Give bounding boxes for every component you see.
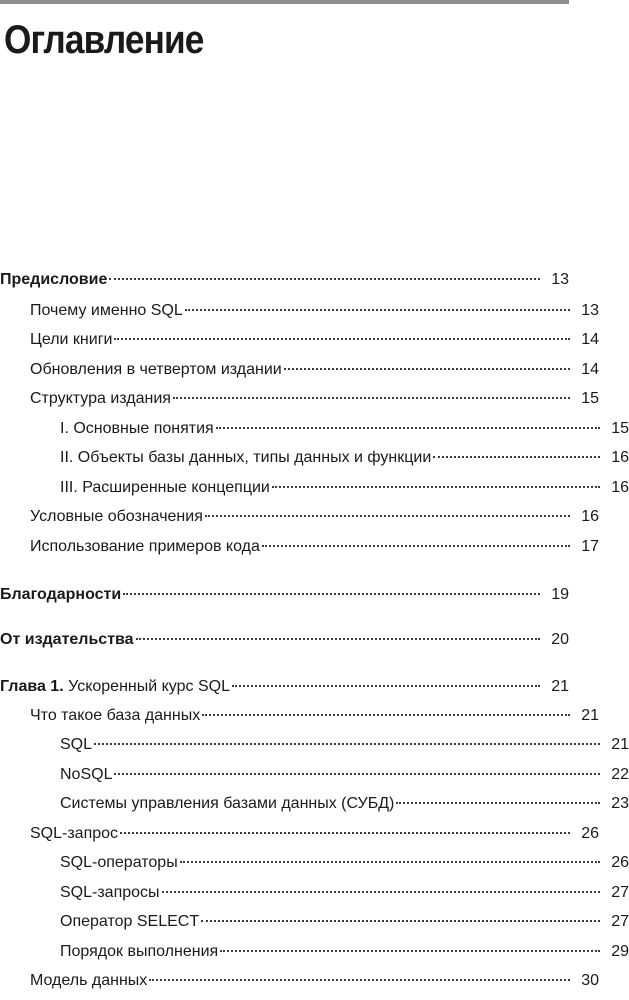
toc-entry[interactable] — [0, 850, 629, 876]
toc-page-number: 26 — [611, 854, 629, 871]
toc-entry[interactable] — [0, 504, 599, 530]
toc-page-number: 13 — [581, 302, 599, 319]
toc-entry[interactable] — [0, 416, 629, 442]
toc-entry[interactable] — [0, 386, 599, 412]
toc-entry-text: Цели книги — [30, 331, 113, 348]
toc-entry-title — [0, 582, 121, 608]
dot-leader — [272, 485, 600, 488]
toc-entry-title — [30, 968, 147, 994]
toc-entry-bold: От издательства — [0, 631, 134, 648]
toc-page-number: 27 — [611, 884, 629, 901]
dot-leader — [185, 308, 570, 311]
dot-leader — [396, 801, 600, 804]
toc-entry-text: Системы управления базами данных (СУБД) — [60, 795, 395, 812]
toc-entry-title — [30, 298, 183, 324]
toc-entry-text: SQL-запросы — [60, 884, 160, 901]
dot-leader — [120, 831, 570, 834]
dot-leader — [162, 890, 600, 893]
dot-leader — [173, 396, 570, 399]
toc-entry-title — [30, 357, 282, 383]
dot-leader — [109, 277, 540, 280]
toc-entry-title — [0, 674, 230, 700]
dot-leader — [220, 949, 600, 952]
toc-entry-text: III. Расширенные концепции — [60, 479, 270, 496]
toc-entry[interactable] — [0, 445, 629, 471]
toc-entry-title — [0, 267, 107, 293]
toc-entry[interactable] — [0, 909, 629, 935]
dot-leader — [284, 367, 570, 370]
page-title: Оглавление — [4, 18, 204, 62]
toc-entry[interactable] — [0, 968, 599, 994]
dot-leader — [201, 919, 600, 922]
toc-entry-title — [60, 445, 431, 471]
toc-entry[interactable] — [0, 298, 599, 324]
toc-entry-text: NoSQL — [60, 766, 113, 783]
toc-page-number: 23 — [611, 795, 629, 812]
toc-page-number: 14 — [581, 331, 599, 348]
toc-page-number: 20 — [551, 631, 569, 648]
toc-entry-bold: Благодарности — [0, 586, 122, 603]
dot-leader — [123, 592, 540, 595]
toc-entry-text: I. Основные понятия — [60, 420, 214, 437]
toc-entry[interactable] — [0, 732, 629, 758]
dot-leader — [94, 742, 600, 745]
toc-entry[interactable] — [0, 327, 599, 353]
dot-leader — [149, 978, 570, 981]
toc-page-number: 16 — [611, 449, 629, 466]
toc-entry-title — [0, 627, 134, 653]
dot-leader — [262, 544, 570, 547]
dot-leader — [205, 514, 570, 517]
dot-leader — [433, 455, 600, 458]
toc-entry[interactable] — [0, 582, 569, 608]
toc-page-number: 26 — [581, 825, 599, 842]
toc-entry-text: II. Объекты базы данных, типы данных и функции — [60, 449, 432, 466]
toc-entry-text: SQL-операторы — [60, 854, 178, 871]
toc-page-number: 21 — [551, 678, 569, 695]
toc-entry[interactable] — [0, 357, 599, 383]
toc-entry-text: Ускоренный курс SQL — [63, 678, 230, 695]
toc-entry[interactable] — [0, 791, 629, 817]
dot-leader — [114, 337, 570, 340]
toc-entry-title — [60, 732, 92, 758]
toc-entry[interactable] — [0, 939, 629, 965]
toc-entry-title — [60, 791, 394, 817]
toc-page-number: 13 — [551, 271, 569, 288]
dot-leader — [136, 637, 540, 640]
toc-entry-title — [30, 327, 112, 353]
toc-page-number: 16 — [611, 479, 629, 496]
toc-entry[interactable] — [0, 534, 599, 560]
toc-entry-title — [60, 475, 270, 501]
top-rule — [0, 0, 569, 4]
dot-leader — [202, 713, 570, 716]
toc-entry-title — [30, 504, 203, 530]
toc-entry-bold: Предисловие — [0, 271, 108, 288]
toc-entry-text: SQL-запрос — [30, 825, 119, 842]
toc-entry-bold: Глава 1. — [0, 678, 64, 695]
toc-entry-title — [60, 939, 218, 965]
toc-entry-text: Почему именно SQL — [30, 302, 183, 319]
toc-entry[interactable] — [0, 627, 569, 653]
toc-entry-title — [30, 534, 260, 560]
toc-page-number: 16 — [581, 508, 599, 525]
toc-entry[interactable] — [0, 821, 599, 847]
toc-page-number: 17 — [581, 538, 599, 555]
toc-entry-text: Порядок выполнения — [60, 943, 219, 960]
toc-page-number: 21 — [581, 707, 599, 724]
dot-leader — [114, 772, 600, 775]
toc-entry[interactable] — [0, 475, 629, 501]
toc-entry-title — [30, 386, 171, 412]
toc-page-number: 27 — [611, 913, 629, 930]
dot-leader — [232, 684, 540, 687]
toc-page-number: 21 — [611, 736, 629, 753]
toc-entry[interactable] — [0, 703, 599, 729]
toc-page-number: 15 — [581, 390, 599, 407]
toc-entry-text: Структура издания — [30, 390, 171, 407]
toc-entry-title — [60, 850, 178, 876]
toc-page-number: 19 — [551, 586, 569, 603]
toc-entry-title — [60, 762, 112, 788]
toc-entry-text: Оператор SELECT — [60, 913, 200, 930]
toc-entry-text: Обновления в четвертом издании — [30, 361, 282, 378]
toc-page-number: 14 — [581, 361, 599, 378]
toc-entry-text: Что такое база данных — [30, 707, 201, 724]
toc-entry-text: Условные обозначения — [30, 508, 203, 525]
toc-entry-text: SQL — [60, 736, 93, 753]
toc-page-number: 15 — [611, 420, 629, 437]
toc-entry[interactable] — [0, 267, 569, 293]
toc-entry-title — [60, 416, 214, 442]
toc-page-number: 30 — [581, 972, 599, 989]
toc-entry-title — [30, 821, 118, 847]
toc-entry-title — [60, 880, 160, 906]
dot-leader — [180, 860, 600, 863]
toc-entry[interactable] — [0, 674, 569, 700]
toc-entry-text: Использование примеров кода — [30, 538, 260, 555]
toc-entry[interactable] — [0, 880, 629, 906]
toc-entry-text: Модель данных — [30, 972, 148, 989]
toc-entry-title — [60, 909, 199, 935]
dot-leader — [216, 426, 600, 429]
toc-page-number: 29 — [611, 943, 629, 960]
toc-page-number: 22 — [611, 766, 629, 783]
toc-entry[interactable] — [0, 762, 629, 788]
toc-entry-title — [30, 703, 200, 729]
